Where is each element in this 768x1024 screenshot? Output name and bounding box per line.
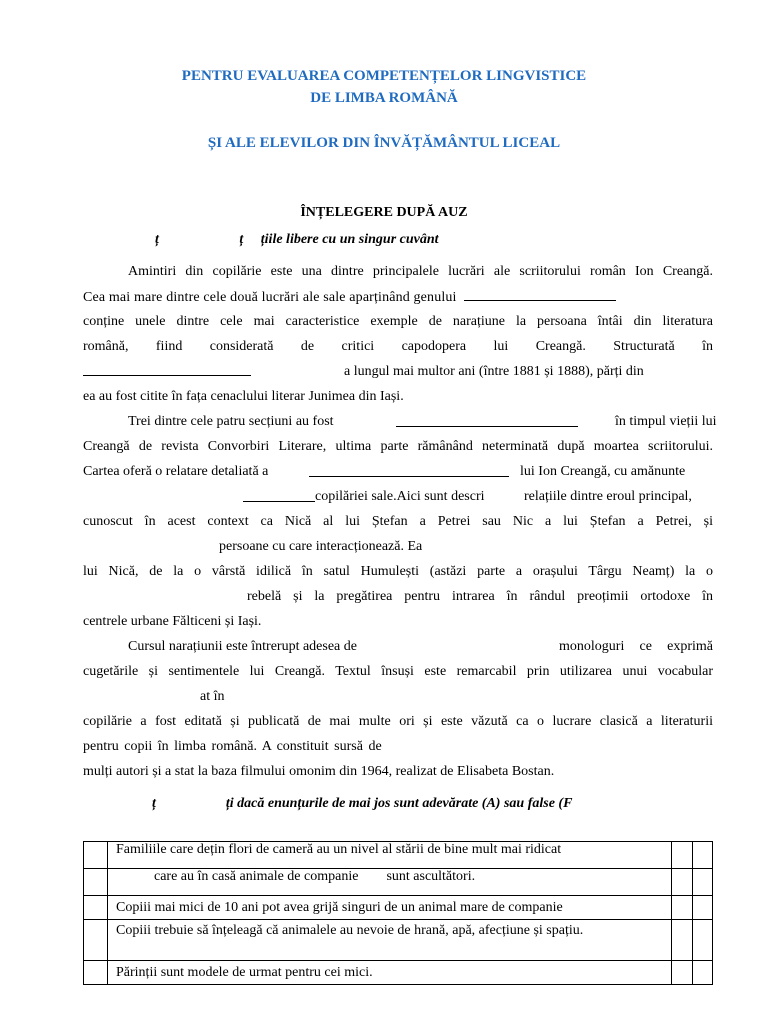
text-line-4: română, fiind considerată de critici capodopera lui Creangă. Structurată în bbox=[83, 339, 713, 354]
text-line-21: mulți autori și a stat la baza filmului omonim din 1964, realizat de Elisabeta Bostan. bbox=[83, 764, 555, 779]
text-line-3: conține unele dintre cele mai caracteristice exemple de narațiune la persoana întâi din literatura bbox=[83, 314, 713, 329]
answer-f-cell[interactable] bbox=[693, 842, 713, 869]
blank-1[interactable] bbox=[464, 287, 616, 301]
statement-cell: Părinții sunt modele de urmat pentru cei mici. bbox=[108, 961, 672, 985]
title-line-3: ȘI ALE ELEVILOR DIN ÎNVĂȚĂMÂNTUL LICEAL bbox=[207, 135, 561, 151]
text-line-7: Trei dintre cele patru secțiuni au fost în timpul vieții lui bbox=[128, 414, 717, 429]
true-false-table bbox=[83, 841, 713, 985]
statement-cell: Copiii trebuie să înțeleagă că animalele au nevoie de hrană, apă, afecțiune și spațiu. bbox=[108, 920, 672, 961]
text-line-16: Cursul narațiunii este întrerupt adesea de monologuri ce exprimă bbox=[128, 639, 713, 654]
text-line-18: at în bbox=[200, 689, 225, 704]
answer-a-cell[interactable] bbox=[672, 961, 693, 985]
text-line-13: lui Nică, de la o vârstă idilică în satul Humulești (astăzi parte a orașului Târgu Neamț) la o bbox=[83, 564, 713, 579]
blank-2[interactable] bbox=[83, 362, 251, 376]
row-number-cell bbox=[84, 961, 108, 985]
blank-5[interactable] bbox=[243, 488, 315, 502]
table-row bbox=[84, 869, 713, 896]
answer-a-cell[interactable] bbox=[672, 842, 693, 869]
text-line-6: ea au fost citite în fața cenaclului literar Junimea din Iași. bbox=[83, 389, 404, 404]
blank-4[interactable] bbox=[309, 463, 509, 477]
text-line-8: Creangă de revista Convorbiri Literare, ultima parte rămânând neterminată după moartea scriitorului. bbox=[83, 439, 713, 454]
statement-cell: care au în casă animale de companie sunt ascultători. bbox=[108, 869, 672, 896]
answer-a-cell[interactable] bbox=[672, 920, 693, 961]
text-line-10: copilăriei sale.Aici sunt descri relațiile dintre eroul principal, bbox=[83, 487, 713, 507]
section-heading: ÎNȚELEGERE DUPĂ AUZ bbox=[300, 205, 468, 220]
text-line-15: centrele urbane Fălticeni și Iași. bbox=[83, 614, 262, 629]
instruction-fill-blanks: ț ț țiile libere cu un singur cuvânt bbox=[155, 232, 439, 247]
statement-cell: Copiii mai mici de 10 ani pot avea grijă singuri de un animal mare de companie bbox=[108, 896, 672, 920]
text-line-19: copilărie a fost editată și publicată de mai multe ori și este văzută ca o lucrare clasică a literaturii bbox=[83, 714, 713, 729]
answer-a-cell[interactable] bbox=[672, 869, 693, 896]
answer-f-cell[interactable] bbox=[693, 869, 713, 896]
text-line-17: cugetările și sentimentele lui Creangă. Textul însuși este remarcabil prin utilizarea unui vocabular bbox=[83, 664, 713, 679]
text-line-2: Cea mai mare dintre cele două lucrări ale sale aparținând genului bbox=[83, 287, 713, 307]
table-row bbox=[84, 842, 713, 869]
text-line-20: pentru copii în limba română. A constituit sursă de bbox=[83, 739, 382, 754]
row-number-cell bbox=[84, 920, 108, 961]
title-line-2: DE LIMBA ROMÂNĂ bbox=[310, 90, 458, 106]
statement-cell: Familiile care dețin flori de cameră au un nivel al stării de bine mult mai ridicat bbox=[108, 842, 672, 869]
table-row bbox=[84, 920, 713, 961]
text-line-1: Amintiri din copilărie este una dintre principalele lucrări ale scriitorului român Ion Creangă. bbox=[128, 264, 713, 279]
text-line-5: a lungul mai multor ani (între 1881 și 1888), părți din bbox=[83, 362, 713, 382]
answer-f-cell[interactable] bbox=[693, 961, 713, 985]
text-line-12: persoane cu care interacționează. Ea bbox=[219, 539, 423, 554]
text-line-11: cunoscut în acest context ca Nică al lui Ștefan a Petrei sau Nic a lui Ștefan a Petrei, și bbox=[83, 514, 713, 529]
blank-3[interactable] bbox=[396, 413, 578, 427]
row-number-cell bbox=[84, 896, 108, 920]
table-row bbox=[84, 961, 713, 985]
answer-a-cell[interactable] bbox=[672, 896, 693, 920]
row-number-cell bbox=[84, 869, 108, 896]
text-line-9: Cartea oferă o relatare detaliată a lui Ion Creangă, cu amănunte bbox=[83, 464, 686, 479]
answer-f-cell[interactable] bbox=[693, 920, 713, 961]
answer-f-cell[interactable] bbox=[693, 896, 713, 920]
title-line-1: PENTRU EVALUAREA COMPETENȚELOR LINGVISTICE bbox=[181, 68, 587, 84]
instruction-true-false: ț ți dacă enunțurile de mai jos sunt adevărate (A) sau false (F bbox=[152, 796, 573, 811]
row-number-cell bbox=[84, 842, 108, 869]
text-line-14: rebelă și la pregătirea pentru intrarea în rândul preoțimii ortodoxe în bbox=[247, 589, 713, 604]
table-row bbox=[84, 896, 713, 920]
